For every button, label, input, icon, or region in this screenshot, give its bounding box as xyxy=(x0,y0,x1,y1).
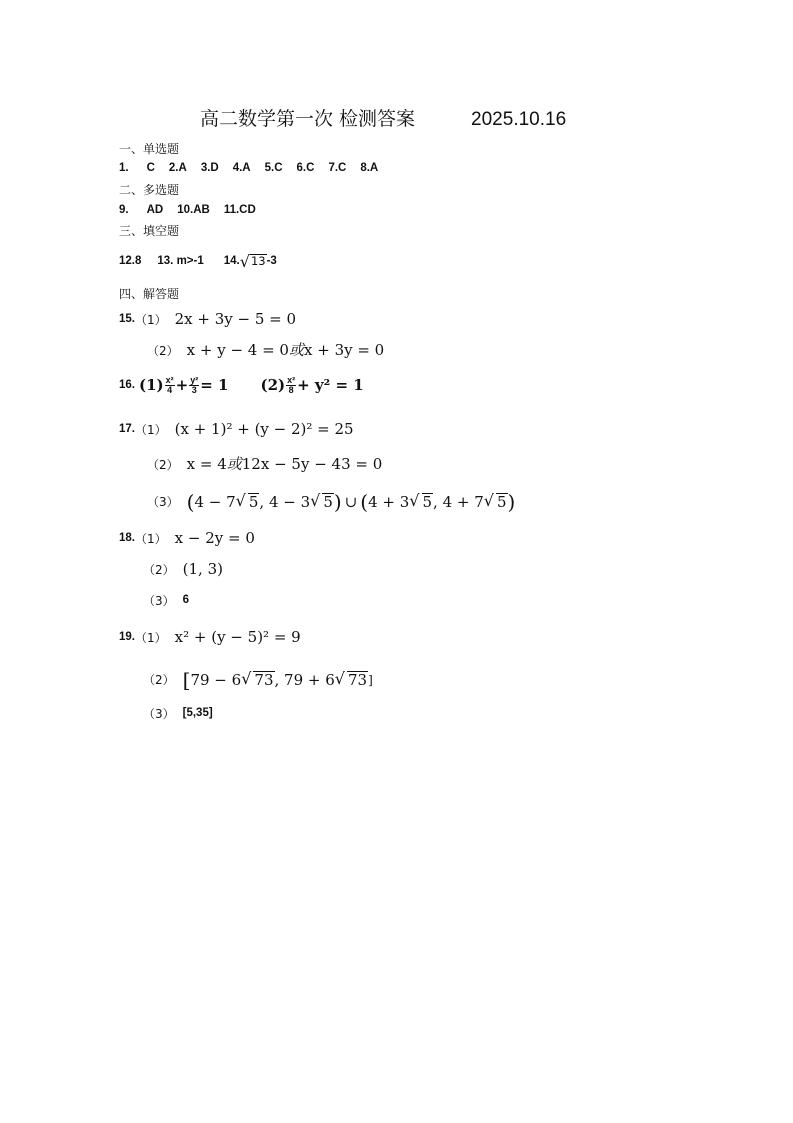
q19-part3: （3） [5,35] xyxy=(143,707,213,721)
section-solutions: 四、解答题 xyxy=(119,287,180,301)
date-text: 2025.10.16 xyxy=(471,109,567,130)
fraction-x2-4: $\frac{\text{x²}}{4}$ xyxy=(165,375,174,396)
section-single-choice: 一、单选题 xyxy=(119,142,180,156)
multi-choice-answers: 9. AD 10.AB 11.CD xyxy=(119,204,256,216)
sqrt-13: √ 13 xyxy=(239,252,266,271)
q16: 16. (1) $\frac{\text{x²}}{4}$ + $\frac{\text{y²}}{3}$ = 1 (2) $\frac{\text{x²}}{8}$ + y² = 1 xyxy=(119,375,364,396)
q17-part2: （2） x = 4 或 12x − 5y − 43 = 0 xyxy=(147,455,383,473)
q19-part2: （2） [ 79 − 6 √ 73 , 79 + 6 √ 73 ] xyxy=(143,668,373,692)
fill-blank-answers: 12.8 13. m>-1 14. √ 13 -3 xyxy=(119,252,277,271)
q15-part1: 15. （1） 2x + 3y − 5 = 0 xyxy=(119,310,297,328)
q18-part3: （3） 6 xyxy=(143,594,190,608)
q18-part1: 18. （1） x − 2y = 0 xyxy=(119,529,255,547)
q18-part2: （2） (1, 3) xyxy=(143,560,223,578)
page-title xyxy=(200,104,566,131)
title-text: 高二数学第一次 检测答案 xyxy=(200,108,416,130)
q17-part1: 17. （1） (x + 1)² + (y − 2)² = 25 xyxy=(119,420,354,438)
single-choice-answers: 1. C 2.A 3.D 4.A 5.C 6.C 7.C 8.A xyxy=(119,162,379,174)
section-multi-choice: 二、多选题 xyxy=(119,183,180,197)
q19-part1: 19. （1） x² + (y − 5)² = 9 xyxy=(119,628,301,646)
fraction-x2-8: $\frac{\text{x²}}{8}$ xyxy=(287,375,296,396)
section-fill-blank: 三、填空题 xyxy=(119,224,180,238)
q17-part3: （3） ( 4 − 7 √ 5 , 4 − 3 √ 5 ) ∪ ( 4 + 3 √ 5 , 4 + 7 √ 5 ) xyxy=(147,490,516,514)
fraction-y2-3: $\frac{\text{y²}}{3}$ xyxy=(190,375,199,396)
q15-part2: （2） x + y − 4 = 0 或 x + 3y = 0 xyxy=(147,341,385,359)
